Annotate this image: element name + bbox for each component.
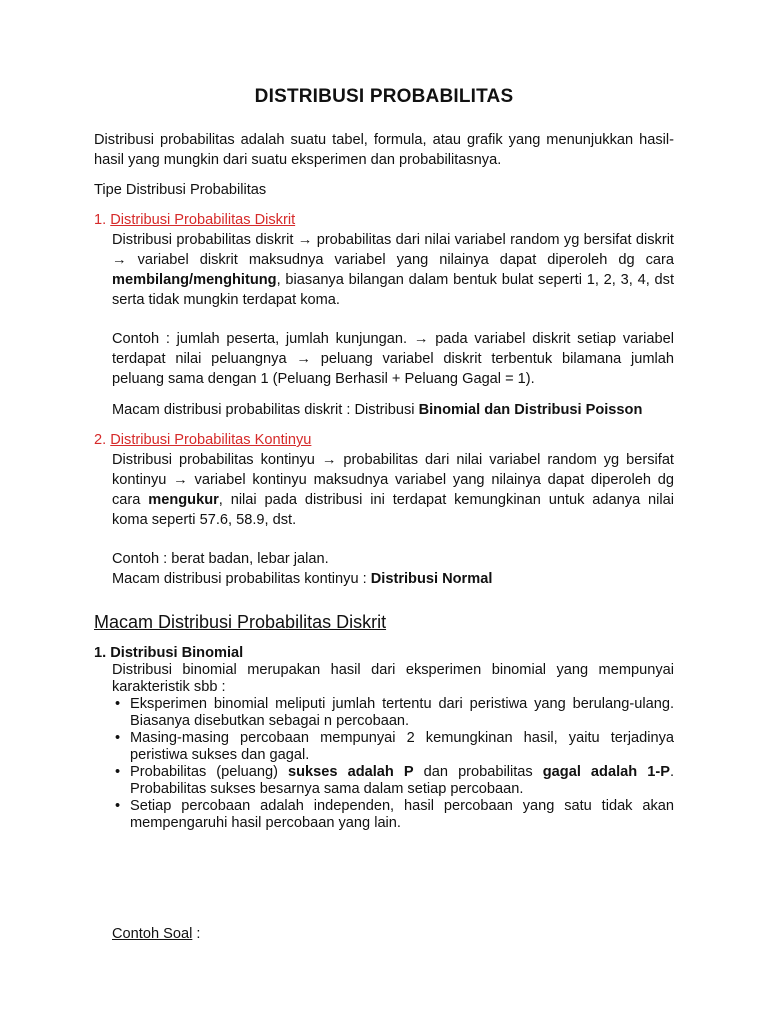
bullet-icon: • [115,764,121,780]
document-title: DISTRIBUSI PROBABILITAS [254,86,514,107]
bullet-text-3a: Probabilitas (peluang) [130,764,289,780]
list-item [112,798,674,832]
bullet-text-3c: . Probabilitas sukses besarnya sama dalam setiap percobaan. [130,764,674,797]
diskrit-body [94,230,674,420]
list-item [112,730,674,764]
binomial-intro: Distribusi binomial merupakan hasil dari eksperimen binomial yang mempunyai karakteristik sbb : [112,662,674,695]
diskrit-heading [94,210,674,230]
bullet-text-3-bold2: gagal adalah 1-P [542,764,670,780]
diskrit-paragraph-3 [112,400,674,420]
bullet-icon: • [115,798,121,814]
diskrit-paragraph-2: Contoh : jumlah peserta, jumlah kunjungan. → pada variabel diskrit setiap variabel terdapat nilai peluangnya → peluang variabel diskrit terbentuk bilamana jumlah peluang sama dengan 1 (Peluang Berhasil + Peluang Gagal = 1). [112,331,674,387]
bullet-icon: • [115,730,121,746]
diskrit-paragraph-1 [112,230,674,310]
kontinyu-macam [112,569,674,589]
diskrit-p1-bold: membilang/menghitung [112,272,277,288]
diskrit-p3-text: Macam distribusi probabilitas diskrit : Distribusi [112,402,419,418]
kontinyu-macam-text: Macam distribusi probabilitas kontinyu : [112,571,371,587]
diskrit-number: 1. [94,212,107,228]
kontinyu-heading-text: Distribusi Probabilitas Kontinyu [110,432,312,448]
bullet-text-1: Eksperimen binomial meliputi jumlah tertentu dari peristiwa yang berulang-ulang. Biasanya disebutkan sebagai n percobaan. [130,696,674,729]
contoh-soal-label [112,925,674,943]
contoh-soal-colon: : [192,926,201,942]
binomial-heading: 1. Distribusi Binomial [94,645,244,661]
kontinyu-p1-text-a: Distribusi probabilitas kontinyu → probabilitas dari nilai variabel random yg bersifat kontinyu → variabel kontinyu maksudnya variabel yang nilainya dapat diperoleh dg cara [112,452,674,508]
list-item [112,764,674,798]
diskrit-p3-bold: Binomial dan Distribusi Poisson [418,402,643,418]
list-item [112,696,674,730]
binomial-bullet-list [112,696,674,832]
diskrit-p1-text-a: Distribusi probabilitas diskrit → probabilitas dari nilai variabel random yg bersifat diskrit → variabel diskrit maksudnya variabel yang nilainya dapat diperoleh dg cara [112,232,674,268]
bullet-text-4: Setiap percobaan adalah independen, hasil percobaan yang satu tidak akan mempengaruhi hasil percobaan yang lain. [130,798,674,831]
kontinyu-paragraph-1 [112,450,674,530]
kontinyu-p1-text-b: , nilai pada distribusi ini terdapat kemungkinan untuk adanya nilai koma seperti 57.6, 58.9, dst. [112,492,674,528]
tipe-heading: Tipe Distribusi Probabilitas [94,182,267,198]
kontinyu-body [94,450,674,589]
diskrit-p1-text-b: , biasanya bilangan dalam bentuk bulat seperti 1, 2, 3, 4, dst serta tidak mungkin terdapat koma. [112,272,674,308]
kontinyu-macam-bold: Distribusi Normal [370,571,493,587]
binomial-body [94,662,674,943]
bullet-text-2: Masing-masing percobaan mempunyai 2 kemungkinan hasil, yaitu terjadinya peristiwa sukses dan gagal. [130,730,674,763]
diskrit-heading-text: Distribusi Probabilitas Diskrit [110,212,296,228]
contoh-soal-text: Contoh Soal [112,926,193,942]
kontinyu-heading [94,430,674,450]
intro-paragraph: Distribusi probabilitas adalah suatu tabel, formula, atau grafik yang menunjukkan hasil-hasil yang mungkin dari suatu eksperimen dan probabilitasnya. [94,132,674,168]
bullet-icon: • [115,696,121,712]
kontinyu-contoh: Contoh : berat badan, lebar jalan. [112,551,329,567]
bullet-text-3b: dan probabilitas [413,764,543,780]
kontinyu-p1-bold: mengukur [148,492,219,508]
bullet-text-3-bold1: sukses adalah P [288,764,414,780]
section-heading-macam-diskrit: Macam Distribusi Probabilitas Diskrit [94,612,387,632]
kontinyu-number: 2. [94,432,107,448]
